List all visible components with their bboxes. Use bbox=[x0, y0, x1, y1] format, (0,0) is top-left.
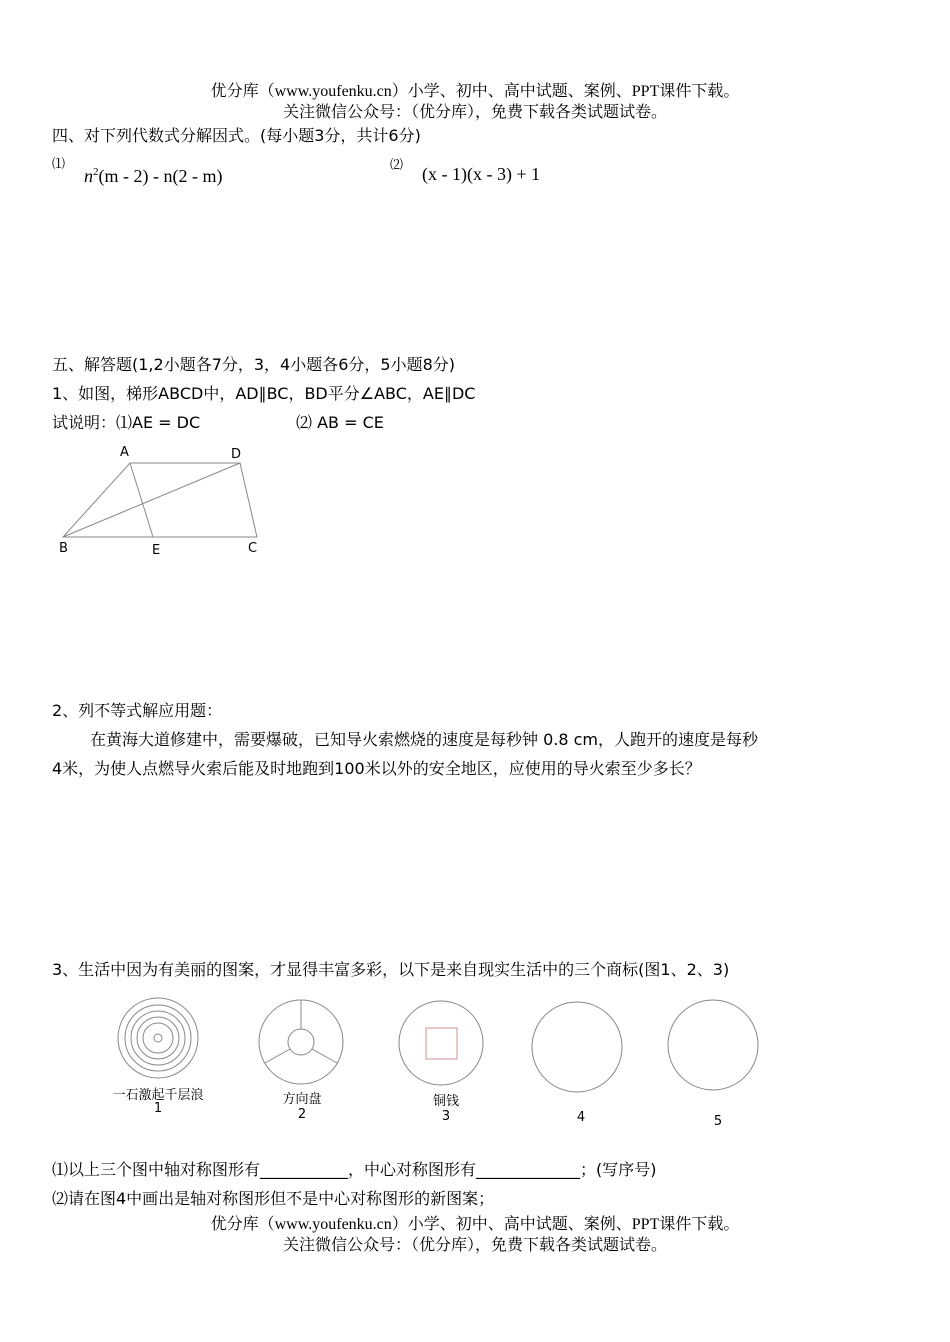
ripple-ring-3 bbox=[131, 1011, 185, 1065]
figure-2-steering-wheel bbox=[259, 1000, 343, 1084]
point-label-c: C bbox=[248, 541, 258, 556]
q4-2-label: ⑵ bbox=[390, 158, 404, 173]
q4-1-exponent: 2 bbox=[93, 166, 99, 178]
wheel-spoke-left bbox=[265, 1049, 290, 1063]
coin-outline bbox=[399, 1001, 483, 1085]
figure-2-caption: 方向盘 bbox=[282, 1092, 322, 1107]
coin-square-hole bbox=[426, 1028, 457, 1059]
q4-1-rest: (m - 2) - n(2 - m) bbox=[98, 166, 223, 186]
point-label-d: D bbox=[231, 447, 242, 462]
wheel-hub bbox=[288, 1029, 314, 1055]
footer-line-1: 优分库（www.youfenku.cn）小学、初中、高中试题、案例、PPT课件下载。 bbox=[210, 1216, 740, 1233]
section-5-title: 五、解答题(1,2小题各7分，3，4小题各6分，5小题8分) bbox=[52, 355, 456, 374]
figure-1-ripples bbox=[118, 998, 198, 1078]
q5-2-line-2: 在黄海大道修建中，需要爆破，已知导火索燃烧的速度是每秒钟 0.8 cm，人跑开的速度是每秒 bbox=[90, 730, 759, 749]
point-label-b: B bbox=[59, 541, 68, 556]
ripple-ring-1 bbox=[118, 998, 198, 1078]
figure-5-blank-circle bbox=[668, 1000, 758, 1090]
ripple-ring-5 bbox=[143, 1023, 173, 1053]
wheel-spoke-right bbox=[312, 1049, 337, 1063]
q5-3-sub-2: ⑵请在图4中画出是轴对称图形但不是中心对称图形的新图案； bbox=[52, 1189, 495, 1208]
q4-1-label: ⑴ bbox=[52, 157, 66, 172]
q5-2-line-3: 4米，为使人点燃导火索后能及时地跑到100米以外的安全地区，应使用的导火索至少多长？ bbox=[52, 759, 701, 778]
section-4-title: 四、对下列代数式分解因式。(每小题3分，共计6分) bbox=[52, 126, 421, 145]
point-label-a: A bbox=[120, 445, 129, 460]
figure-3-number: 3 bbox=[441, 1109, 451, 1124]
q5-3-sub-1: ⑴以上三个图中轴对称图形有___________，中心对称图形有_____________；(写序号) bbox=[52, 1160, 657, 1179]
figure-2-number: 2 bbox=[297, 1107, 307, 1122]
figure-3-coin bbox=[399, 1001, 483, 1085]
q5-1-line-2b: ⑵ AB = CE bbox=[296, 413, 384, 432]
header-line-2: 关注微信公众号：（优分库），免费下载各类试题试卷。 bbox=[282, 104, 667, 121]
figure-3-caption: 铜钱 bbox=[432, 1094, 459, 1109]
figure-1-number: 1 bbox=[153, 1101, 163, 1116]
q4-1-var: n bbox=[84, 166, 93, 186]
header-line-1: 优分库（www.youfenku.cn）小学、初中、高中试题、案例、PPT课件下载。 bbox=[210, 83, 740, 100]
figure-1-caption: 一石激起千层浪 bbox=[112, 1088, 204, 1103]
figure-5-number: 5 bbox=[713, 1114, 723, 1129]
q5-1-line-1: 1、如图，梯形ABCD中，AD∥BC，BD平分∠ABC，AE∥DC bbox=[52, 384, 476, 403]
ripple-center bbox=[154, 1034, 162, 1042]
figure-4-number: 4 bbox=[576, 1110, 586, 1125]
q5-1-line-2a: 试说明：⑴AE = DC bbox=[52, 413, 201, 432]
point-label-e: E bbox=[152, 543, 161, 558]
q5-3-line-1: 3、生活中因为有美丽的图案，才显得丰富多彩，以下是来自现实生活中的三个商标(图1、2、3) bbox=[52, 960, 730, 979]
figure-4-blank-circle bbox=[532, 1002, 622, 1092]
ripple-ring-2 bbox=[125, 1005, 191, 1071]
q5-2-line-1: 2、列不等式解应用题： bbox=[52, 701, 223, 720]
q4-2-expression: (x - 1)(x - 3) + 1 bbox=[422, 164, 541, 184]
footer-line-2: 关注微信公众号：（优分库），免费下载各类试题试卷。 bbox=[282, 1237, 667, 1254]
